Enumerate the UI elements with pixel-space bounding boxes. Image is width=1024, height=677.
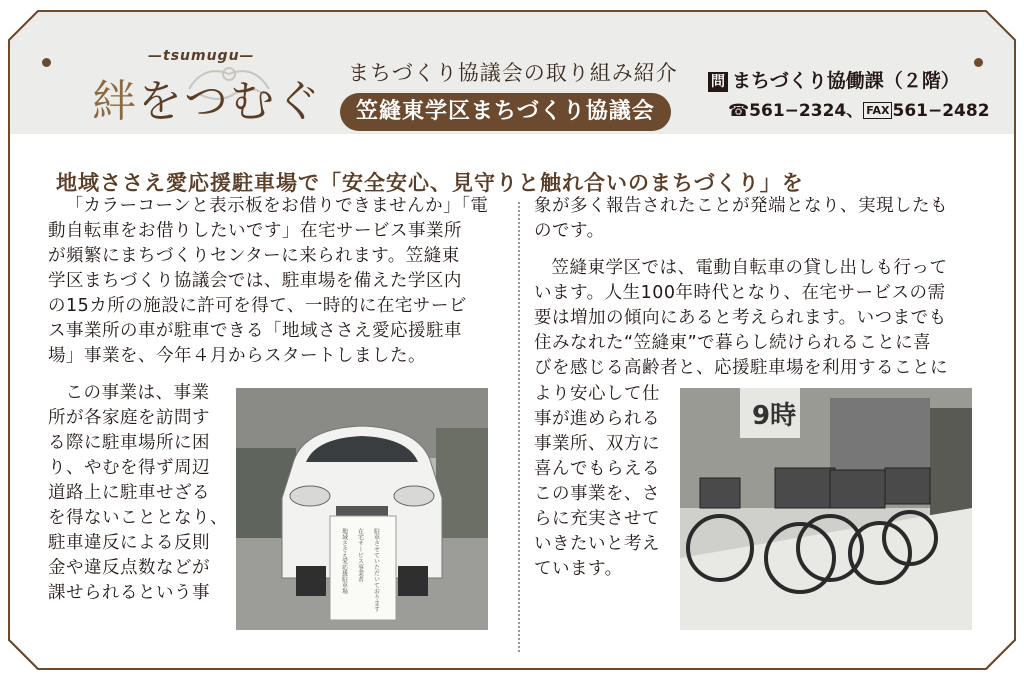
text-line: いきたいと考え — [534, 534, 660, 554]
logo-title — [92, 65, 322, 129]
sign-text: 駐車させていただいております — [372, 528, 380, 612]
text-line: らに充実させて — [534, 509, 660, 529]
text-line: 動自転車をお借りしたいです」在宅サービス事業所 — [48, 221, 462, 241]
text-line: この事業を、さ — [534, 484, 660, 504]
text-line: 学区まちづくり協議会では、駐車場を備えた学区内 — [48, 271, 462, 291]
text-line: のです。 — [534, 221, 605, 241]
inquiry-icon: 問 — [708, 72, 728, 92]
text-line: が頻繁にまちづくりセンターに来られます。笠縫東 — [48, 246, 460, 266]
text-line: 駐車違反による反則 — [48, 533, 210, 553]
column-divider — [518, 202, 520, 652]
text-line: 象が多く報告されたことが発端となり、実現したも — [534, 196, 948, 216]
text-line: 金や違反点数などが — [48, 558, 210, 578]
text-line: びを感じる高齢者と、応援駐車場を利用することに — [534, 358, 948, 378]
parking-car-photo — [236, 388, 488, 630]
left-paragraph-1 — [48, 194, 508, 369]
text-line: この事業は、事業 — [65, 383, 210, 403]
text-line: 事業所、双方に — [534, 434, 660, 454]
text-line: 事が進められる — [534, 409, 660, 429]
logo-kanji: 絆 — [92, 76, 138, 127]
text-line: の15カ所の施設に許可を得て、一時的に在宅サービ — [48, 296, 467, 316]
text-line: る際に駐車場所に困 — [48, 433, 210, 453]
bikes-sign-text: 9時 — [752, 401, 797, 431]
council-title: 笠縫東学区まちづくり協議会 — [340, 93, 671, 131]
text-line: います。人生100年時代となり、在宅サービスの需 — [534, 283, 946, 303]
text-line: 喜んでもらえる — [534, 459, 660, 479]
text-line: 住みなれた“笠縫東”で暮らし続けられることに喜 — [534, 333, 932, 353]
text-line: 「カラーコーンと表示板をお借りできませんか」「電 — [65, 196, 489, 216]
left-paragraph-2 — [48, 381, 234, 606]
text-line: 所が各家庭を訪問す — [48, 408, 210, 428]
contact-department — [708, 66, 960, 93]
text-line: 笠縫東学区では、電動自転車の貸し出しも行って — [551, 258, 948, 278]
contact-phone — [728, 96, 990, 121]
text-line: 場」事業を、今年４月からスタートしました。 — [48, 346, 426, 366]
text-line: 要は増加の傾向にあると考えられます。いつまでも — [534, 308, 947, 328]
text-line: を得ないこととなり、 — [48, 508, 228, 528]
fax-number: 561−2482 — [892, 101, 990, 121]
phone-number: ☎561−2324、 — [728, 101, 864, 121]
text-line: ています。 — [534, 559, 623, 579]
text-line: ス事業所の車が駐車できる「地域ささえ愛応援駐車 — [48, 321, 462, 341]
logo-subtitle: —tsumugu— — [148, 48, 255, 64]
logo-kana: をつむぐ — [138, 76, 322, 127]
text-line: 道路上に駐車せざる — [48, 483, 210, 503]
electric-bicycles-photo — [680, 388, 972, 630]
fax-icon: FAX — [863, 102, 892, 119]
section-intro: まちづくり協議会の取り組み紹介 — [348, 61, 678, 85]
contact-dept-label: まちづくり協働課（２階） — [732, 70, 960, 92]
article-headline: 地域ささえ愛応援駐車場で「安全安心、見守りと触れ合いのまちづくり」を — [56, 171, 804, 195]
header — [8, 10, 1016, 135]
text-line: より安心して仕 — [534, 384, 660, 404]
right-paragraph-1 — [534, 194, 1004, 244]
article-frame — [8, 10, 1016, 670]
right-paragraph-3 — [534, 382, 680, 582]
text-line: 課せられるという事 — [48, 583, 210, 603]
right-paragraph-2 — [534, 256, 1004, 381]
sign-text: 在宅サービス事業者 — [356, 528, 364, 582]
text-line: り、やむを得ず周辺 — [48, 458, 210, 478]
sign-text: 地域ささえ愛応援駐車場 — [340, 528, 348, 594]
